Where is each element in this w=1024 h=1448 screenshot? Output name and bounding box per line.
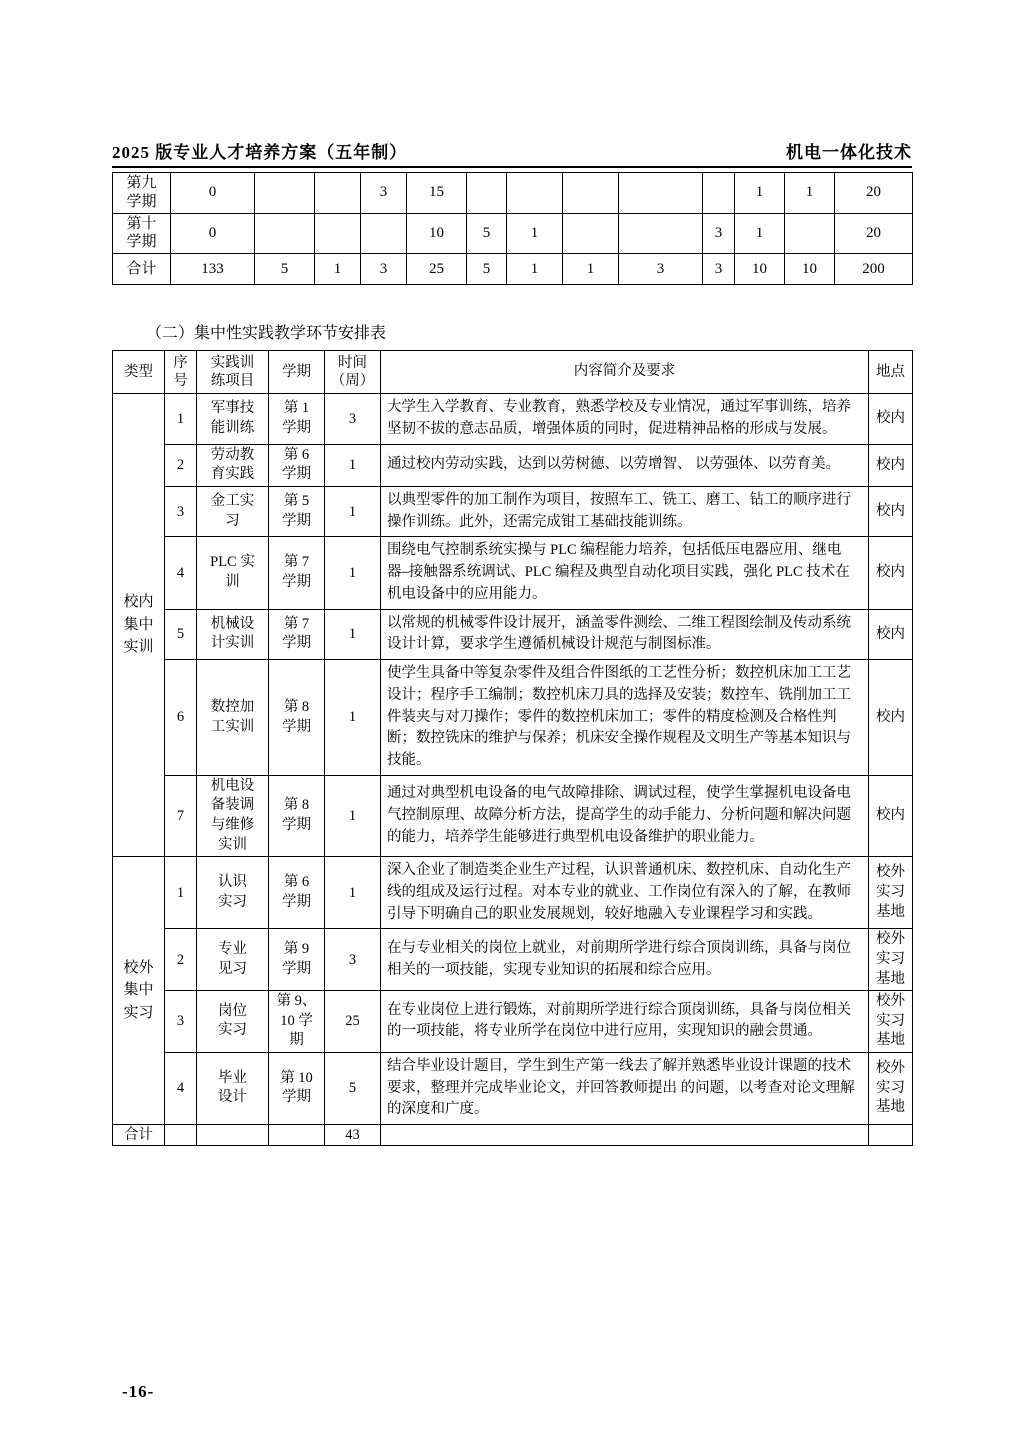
row-project: 机电设 备装调 与维修 实训 [197,775,269,856]
cell: 3 [361,173,407,214]
cell: 0 [171,213,255,254]
table-row [113,609,913,660]
row-term: 第 5 学期 [269,486,325,537]
cell [315,213,361,254]
row-content: 使学生具备中等复杂零件及组合件图纸的工艺性分析；数控机床加工工艺设计；程序手工编制；数控机床刀具的选择及安装；数控车、铣削加工工件装夹与对刀操作；零件的数控机床加工；零件的精度检测及合格性判断；数控铣床的维护与保养；机床安全操作规程及文明生产等基本知识与技能。 [381,660,869,776]
cell: 10 [785,254,835,285]
table-row [113,213,913,254]
cell [619,173,703,214]
row-project: 数控加 工实训 [197,660,269,776]
cell: 5 [467,254,507,285]
row-term: 第 6 学期 [269,444,325,486]
row-content: 大学生入学教育、专业教育，熟悉学校及专业情况，通过军事训练，培养坚韧不拔的意志品质，增强体质的同时，促进精神品格的形成与发展。 [381,394,869,445]
row-weeks: 1 [325,537,381,609]
cell: 1 [563,254,619,285]
cell: 3 [703,213,735,254]
row-weeks: 1 [325,444,381,486]
row-project: 毕业 设计 [197,1052,269,1124]
row-content: 以常规的机械零件设计展开，涵盖零件测绘、二维工程图绘制及传动系统设计计算，要求学生遵循机械设计规范与制图标准。 [381,609,869,660]
row-weeks: 1 [325,609,381,660]
row-index: 2 [165,444,197,486]
cell: 1 [507,254,563,285]
practice-arrangement-table [112,350,913,1146]
cell: 1 [735,213,785,254]
header-divider [112,166,912,168]
table-row [113,486,913,537]
row-label-term9: 第九 学期 [113,173,171,214]
row-weeks: 3 [325,929,381,991]
row-place: 校内 [869,537,913,609]
cell [361,213,407,254]
row-index: 3 [165,991,197,1053]
row-place: 校内 [869,609,913,660]
total-place-blank [869,1125,913,1146]
row-project: PLC 实 训 [197,537,269,609]
cell [563,173,619,214]
cell: 10 [735,254,785,285]
total-index-blank [165,1125,197,1146]
row-weeks: 3 [325,394,381,445]
cell: 20 [835,213,913,254]
header-content: 内容简介及要求 [381,351,869,394]
cell: 5 [255,254,315,285]
row-weeks: 1 [325,486,381,537]
cell [619,213,703,254]
row-label-total: 合计 [113,254,171,285]
header-index: 序 号 [165,351,197,394]
row-term: 第 7 学期 [269,609,325,660]
row-project: 劳动教 育实践 [197,444,269,486]
table-row [113,1052,913,1124]
row-index: 1 [165,394,197,445]
row-weeks: 1 [325,775,381,856]
table-row [113,929,913,991]
section-caption: （二）集中性实践教学环节安排表 [146,325,387,342]
table-row [113,173,913,214]
row-place: 校外 实习 基地 [869,929,913,991]
row-project: 军事技 能训练 [197,394,269,445]
cell [703,173,735,214]
cell [315,173,361,214]
cell [563,213,619,254]
row-place: 校内 [869,486,913,537]
row-content: 以典型零件的加工制作为项目，按照车工、铣工、磨工、钻工的顺序进行操作训练。此外，还需完成钳工基础技能训练。 [381,486,869,537]
total-label: 合计 [113,1125,165,1146]
row-term: 第 6 学期 [269,857,325,929]
cell: 10 [407,213,467,254]
row-term: 第 10 学期 [269,1052,325,1124]
table-row [113,537,913,609]
cell: 5 [467,213,507,254]
row-place: 校内 [869,775,913,856]
table-row [113,444,913,486]
row-project: 金工实 习 [197,486,269,537]
cell [255,213,315,254]
cell: 1 [785,173,835,214]
table-row [113,660,913,776]
row-place: 校外 实习 基地 [869,1052,913,1124]
cell: 3 [619,254,703,285]
row-weeks: 5 [325,1052,381,1124]
cell: 1 [315,254,361,285]
table-row [113,991,913,1053]
row-content: 通过校内劳动实践，达到以劳树德、以劳增智、 以劳强体、以劳育美。 [381,444,869,486]
group-type-label-internal: 校内 集中 实训 [113,394,165,857]
row-project: 岗位 实习 [197,991,269,1053]
row-project: 专业 见习 [197,929,269,991]
cell [507,173,563,214]
table-row [113,857,913,929]
row-term: 第 9 学期 [269,929,325,991]
table-total-row [113,1125,913,1146]
page-number: -16- [122,1382,155,1401]
row-index: 5 [165,609,197,660]
row-content: 深入企业了制造类企业生产过程，认识普通机床、数控机床、自动化生产线的组成及运行过程。对本专业的就业、工作岗位有深入的了解，在教师引导下明确自己的职业发展规划，较好地融入专业课程学习和实践。 [381,857,869,929]
cell: 0 [171,173,255,214]
cell: 20 [835,173,913,214]
row-index: 1 [165,857,197,929]
table-header-row [113,351,913,394]
header-right-title: 机电一体化技术 [786,143,912,162]
header-time: 时间 （周） [325,351,381,394]
row-index: 7 [165,775,197,856]
row-weeks: 1 [325,857,381,929]
row-project: 机械设 计实训 [197,609,269,660]
credit-summary-table [112,172,913,285]
row-index: 4 [165,1052,197,1124]
cell: 25 [407,254,467,285]
row-term: 第 1 学期 [269,394,325,445]
header-project: 实践训 练项目 [197,351,269,394]
row-place: 校内 [869,444,913,486]
cell: 1 [507,213,563,254]
running-header [112,138,912,163]
cell: 3 [361,254,407,285]
row-content: 结合毕业设计题目，学生到生产第一线去了解并熟悉毕业设计课题的技术要求，整理并完成毕业论文，并回答教师提出 的问题，以考查对论文理解的深度和广度。 [381,1052,869,1124]
cell [785,213,835,254]
cell: 1 [735,173,785,214]
total-weeks: 43 [325,1125,381,1146]
row-place: 校外 实习 基地 [869,991,913,1053]
total-term-blank [269,1125,325,1146]
row-place: 校内 [869,660,913,776]
row-term: 第 7 学期 [269,537,325,609]
row-place: 校外 实习 基地 [869,857,913,929]
row-term: 第 8 学期 [269,775,325,856]
header-type: 类型 [113,351,165,394]
row-label-term10: 第十 学期 [113,213,171,254]
cell: 15 [407,173,467,214]
total-content-blank [381,1125,869,1146]
row-weeks: 1 [325,660,381,776]
row-content: 在与专业相关的岗位上就业，对前期所学进行综合顶岗训练，具备与岗位相关的一项技能，实现专业知识的拓展和综合应用。 [381,929,869,991]
table-row [113,775,913,856]
group-type-label-external: 校外 集中 实习 [113,857,165,1125]
row-index: 4 [165,537,197,609]
table-row [113,254,913,285]
row-content: 通过对典型机电设备的电气故障排除、调试过程，使学生掌握机电设备电气控制原理、故障分析方法，提高学生的动手能力、分析问题和解决问题的能力，培养学生能够进行典型机电设备维护的职业能力。 [381,775,869,856]
row-term: 第 8 学期 [269,660,325,776]
total-project-blank [197,1125,269,1146]
row-index: 2 [165,929,197,991]
row-index: 3 [165,486,197,537]
row-term: 第 9、 10 学 期 [269,991,325,1053]
header-term: 学期 [269,351,325,394]
row-content: 围绕电气控制系统实操与 PLC 编程能力培养，包括低压电器应用、继电器–接触器系统调试、PLC 编程及典型自动化项目实践，强化 PLC 技术在机电设备中的应用能力。 [381,537,869,609]
row-place: 校内 [869,394,913,445]
row-weeks: 25 [325,991,381,1053]
header-left-title: 2025 版专业人才培养方案（五年制） [112,143,408,162]
row-content: 在专业岗位上进行锻炼，对前期所学进行综合顶岗训练，具备与岗位相关的一项技能，将专业所学在岗位中进行应用，实现知识的融会贯通。 [381,991,869,1053]
header-place: 地点 [869,351,913,394]
cell: 3 [703,254,735,285]
cell: 200 [835,254,913,285]
cell: 133 [171,254,255,285]
row-index: 6 [165,660,197,776]
cell [255,173,315,214]
cell [467,173,507,214]
table-row [113,394,913,445]
row-project: 认识 实习 [197,857,269,929]
